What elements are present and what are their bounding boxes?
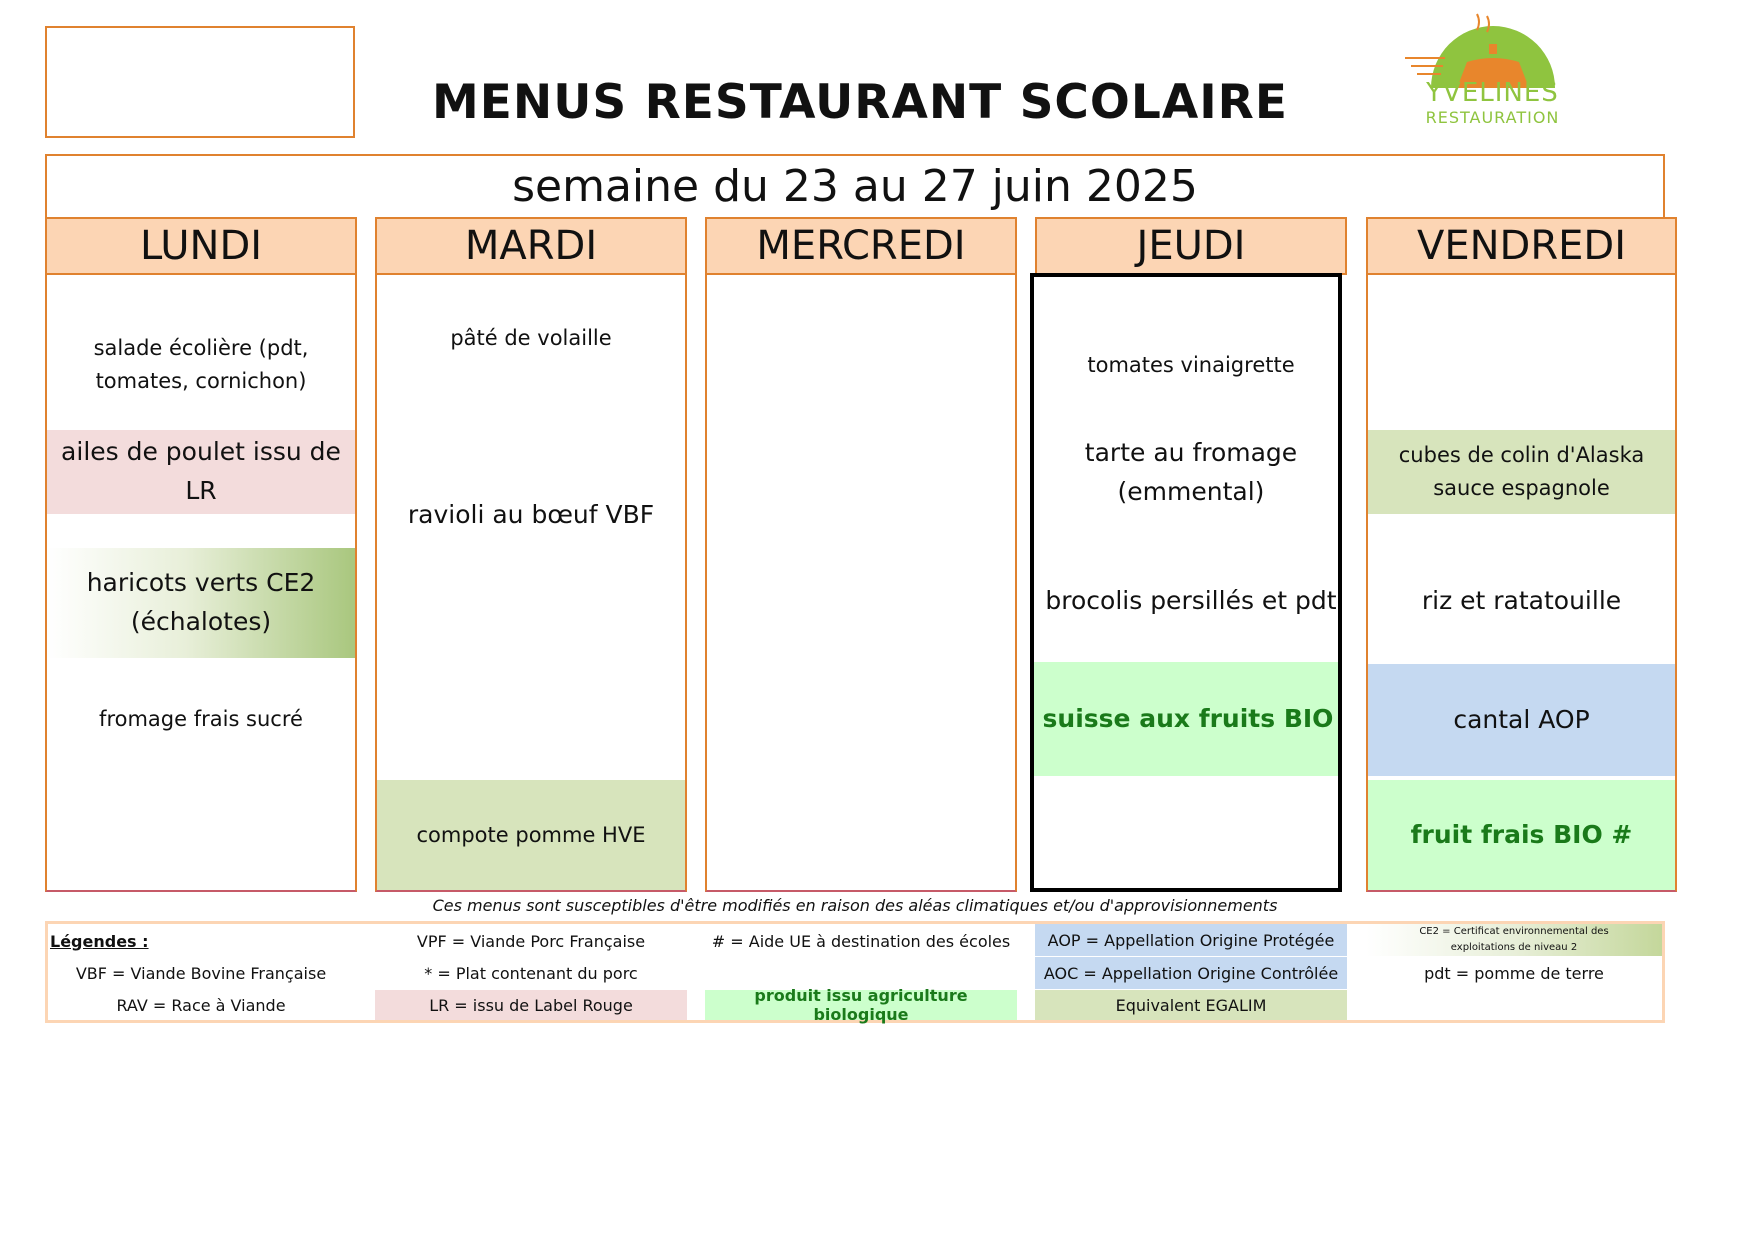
school-name-box: [45, 26, 355, 138]
day-header-vendredi: VENDREDI: [1366, 217, 1677, 275]
week-title: semaine du 23 au 27 juin 2025: [512, 160, 1198, 212]
mardi-plat: ravioli au bœuf VBF: [407, 499, 655, 529]
jeudi-plat: tarte au fromage (emmental): [1084, 438, 1298, 506]
mardi-dessert: compote pomme HVE: [377, 780, 685, 890]
legend-aop: AOP = Appellation Origine Protégée: [1035, 924, 1347, 956]
legend-pdt: pdt = pomme de terre: [1424, 963, 1604, 983]
legend-bio: produit issu agriculture biologique: [705, 990, 1017, 1020]
legend-vbf: VBF = Viande Bovine Française: [75, 963, 327, 983]
lundi-plat: ailes de poulet issu de LR: [47, 430, 355, 514]
jeudi-highlight-frame: [1030, 273, 1342, 892]
day-header-jeudi: JEUDI: [1035, 217, 1347, 275]
lundi-laitage: fromage frais sucré: [99, 706, 303, 731]
logo-line1: YVELINES: [1426, 78, 1559, 108]
jeudi-accompagnement: brocolis persillés et pdt: [1045, 585, 1337, 615]
disclaimer: Ces menus sont susceptibles d'être modifiés en raison des aléas climatiques et/ou d'approvisionnements: [432, 895, 1278, 915]
vendredi-dessert: fruit frais BIO #: [1368, 780, 1675, 890]
legend-porc: * = Plat contenant du porc: [424, 963, 638, 983]
legend-title: Légendes :: [50, 931, 149, 951]
vendredi-plat: cubes de colin d'Alaska sauce espagnole: [1368, 430, 1675, 514]
day-header-mercredi: MERCREDI: [705, 217, 1017, 275]
lundi-entree: salade écolière (pdt, tomates, cornichon): [93, 336, 309, 393]
legend-aoc: AOC = Appellation Origine Contrôlée: [1035, 957, 1347, 989]
legend-aide-ue: # = Aide UE à destination des écoles: [711, 931, 1011, 951]
legend-lr: LR = issu de Label Rouge: [375, 990, 687, 1020]
logo-line2: RESTAURATION: [1425, 107, 1560, 127]
legend-ce2: CE2 = Certificat environnemental des exploitations de niveau 2: [1366, 924, 1662, 956]
legend-egalim: Equivalent EGALIM: [1035, 990, 1347, 1020]
column-mercredi: [705, 273, 1017, 892]
jeudi-laitage: suisse aux fruits BIO: [1034, 662, 1342, 776]
page-title: MENUS RESTAURANT SCOLAIRE: [432, 74, 1288, 130]
day-header-lundi: LUNDI: [45, 217, 357, 275]
vendredi-laitage: cantal AOP: [1368, 664, 1675, 776]
legend-vpf: VPF = Viande Porc Française: [416, 931, 646, 951]
legend-rav: RAV = Race à Viande: [116, 995, 286, 1015]
vendredi-accompagnement: riz et ratatouille: [1421, 585, 1622, 615]
mardi-entree: pâté de volaille: [450, 325, 612, 350]
lundi-accompagnement: haricots verts CE2 (échalotes): [47, 548, 355, 658]
day-header-mardi: MARDI: [375, 217, 687, 275]
jeudi-entree: tomates vinaigrette: [1087, 352, 1295, 377]
